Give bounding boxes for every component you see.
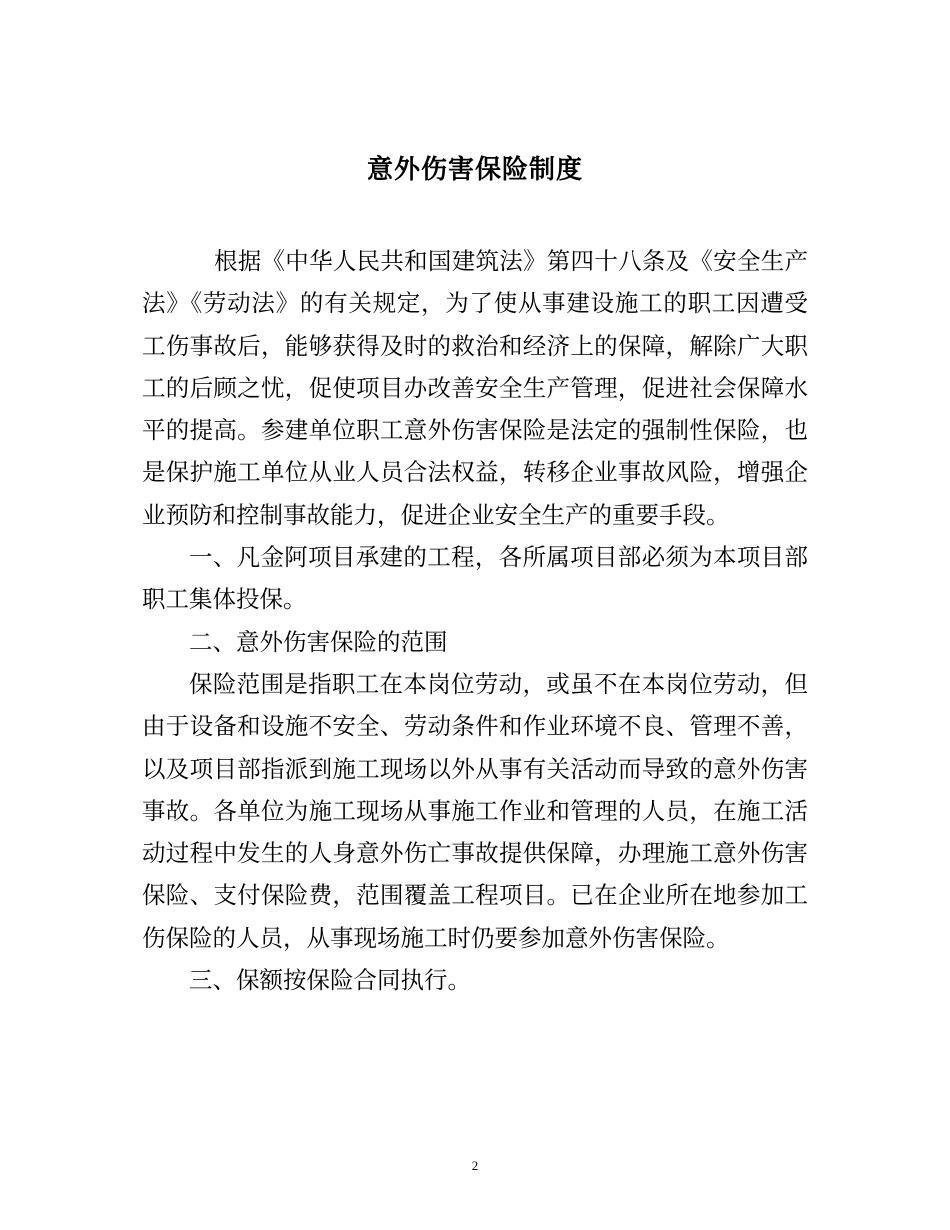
paragraph-item-3: 三、保额按保险合同执行。 bbox=[189, 966, 471, 995]
page-number: 2 bbox=[471, 1158, 479, 1173]
document-title: 意外伤害保险制度 bbox=[366, 155, 583, 185]
paragraph-intro: 根据《中华人民共和国建筑法》第四十八条及《安全生产法》《劳动法》的有关规定，为了使从事建设施工的职工因遭受工伤事故后，能够获得及时的救治和经济上的保障，解除广大职工的后顾之忧，促使项目办改善安全生产管理，促进社会保障水平的提高。参建单位职工意外伤害保险是法定的强制性保险，也是保护施工单位从业人员合法权益，转移企业事故风险，增强企业预防和控制事故能力，促进企业安全生产的重要手段。 bbox=[142, 247, 808, 529]
document-body bbox=[142, 240, 808, 1001]
paragraph-item-1: 一、凡金阿项目承建的工程，各所属项目部必须为本项目部职工集体投保。 bbox=[142, 543, 808, 614]
paragraph-item-2-heading: 二、意外伤害保险的范围 bbox=[189, 627, 448, 656]
paragraph-item-2-body: 保险范围是指职工在本岗位劳动，或虽不在本岗位劳动，但由于设备和设施不安全、劳动条件和作业环境不良、管理不善，以及项目部指派到施工现场以外从事有关活动而导致的意外伤害事故。各单位为施工现场从事施工作业和管理的人员，在施工活动过程中发生的人身意外伤亡事故提供保障，办理施工意外伤害保险、支付保险费，范围覆盖工程项目。已在企业所在地参加工伤保险的人员，从事现场施工时仍要参加意外伤害保险。 bbox=[142, 669, 808, 952]
